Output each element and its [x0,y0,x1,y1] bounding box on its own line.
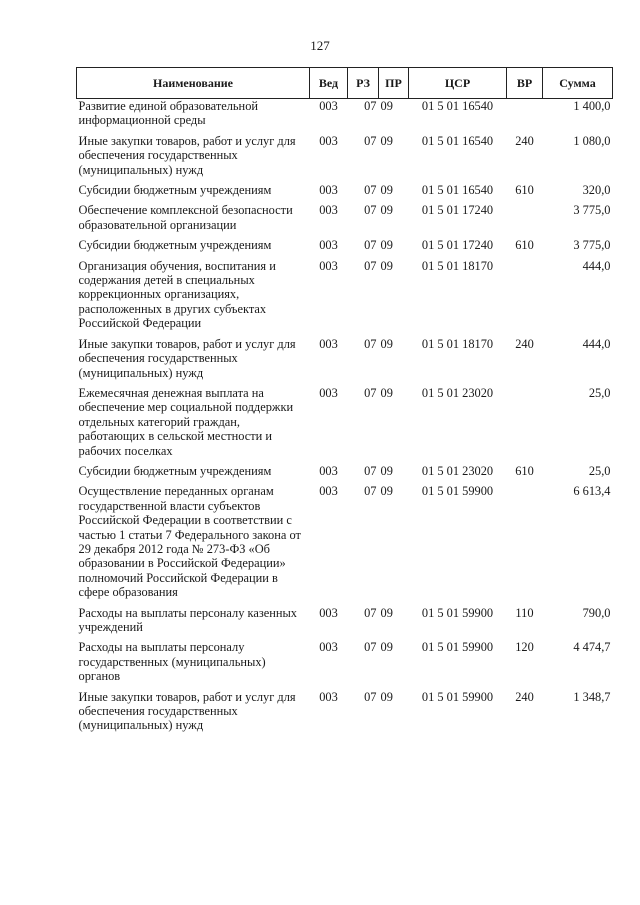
cell-name: Субсидии бюджетным учреждениям [78,238,272,253]
cell-pr: 09 [380,99,393,113]
cell-sum: 3 775,0 [573,203,611,218]
cell-name: Иные закупки товаров, работ и услуг для обеспечения государственных (муниципальных) нужд [78,689,296,733]
header-row [77,68,613,99]
cell-csr: 01 5 01 16540 [421,183,494,198]
table-row [77,606,613,641]
cell-ved: 003 [319,484,338,499]
cell-pr: 09 [380,640,393,655]
cell-vr: 240 [515,689,534,704]
cell-sum: 790,0 [582,605,611,620]
cell-rz: 07 [364,484,377,499]
cell-name: Обеспечение комплексной безопасности образовательной организации [78,203,293,232]
cell-ved: 003 [319,689,338,704]
cell-ved: 003 [319,463,338,478]
cell-rz: 07 [364,203,377,218]
table-body [77,99,613,739]
cell-rz: 07 [364,689,377,704]
header-pr: ПР [379,68,409,99]
cell-csr: 01 5 01 59900 [421,640,494,655]
cell-vr: 120 [515,640,534,655]
cell-vr [507,99,543,134]
cell-ved: 003 [319,336,338,351]
cell-vr [507,484,543,605]
header-rz: РЗ [348,68,379,99]
budget-table [76,67,613,739]
cell-ved: 003 [319,238,338,253]
cell-sum: 1 348,7 [573,689,611,704]
cell-csr: 01 5 01 23020 [421,463,494,478]
cell-csr: 01 5 01 18170 [421,336,494,351]
cell-vr [507,203,543,238]
cell-sum: 4 474,7 [573,640,611,655]
cell-name: Субсидии бюджетным учреждениям [78,183,272,198]
cell-sum: 25,0 [588,385,611,400]
cell-sum: 444,0 [582,258,611,273]
cell-sum: 6 613,4 [573,484,611,499]
cell-csr: 01 5 01 16540 [421,133,494,148]
cell-ved: 003 [319,605,338,620]
cell-vr: 610 [515,463,534,478]
cell-sum: 1 400,0 [573,99,611,113]
cell-csr: 01 5 01 23020 [421,385,494,400]
table-row [77,203,613,238]
cell-pr: 09 [380,258,393,273]
cell-ved: 003 [319,385,338,400]
cell-csr: 01 5 01 17240 [421,203,494,218]
table-row [77,690,613,739]
table-header [77,68,613,99]
cell-name: Иные закупки товаров, работ и услуг для обеспечения государственных (муниципальных) нужд [78,336,296,380]
cell-sum: 3 775,0 [573,238,611,253]
cell-name: Ежемесячная денежная выплата на обеспечение мер социальной поддержки отдельных категорий граждан, работающих в сельской местности и рабочих поселках [78,385,294,458]
cell-name: Расходы на выплаты персоналу государственных (муниципальных) органов [78,640,266,684]
cell-vr: 610 [515,183,534,198]
cell-name: Иные закупки товаров, работ и услуг для обеспечения государственных (муниципальных) нужд [78,133,296,177]
cell-name: Организация обучения, воспитания и содержания детей в специальных коррекционных организациях, расположенных в других субъектах Российской Федерации [78,258,276,331]
cell-csr: 01 5 01 59900 [421,689,494,704]
table-row [77,640,613,689]
cell-name: Субсидии бюджетным учреждениям [78,463,272,478]
cell-pr: 09 [380,484,393,499]
cell-pr: 09 [380,203,393,218]
cell-csr: 01 5 01 17240 [421,238,494,253]
header-name: Наименование [77,68,310,99]
cell-vr [507,259,543,337]
table-row [77,134,613,183]
cell-pr: 09 [380,336,393,351]
cell-pr: 09 [380,133,393,148]
cell-csr: 01 5 01 59900 [421,605,494,620]
cell-name: Развитие единой образовательной информационной среды [78,99,259,128]
cell-pr: 09 [380,463,393,478]
header-vr: ВР [507,68,543,99]
cell-rz: 07 [364,238,377,253]
cell-rz: 07 [364,133,377,148]
cell-pr: 09 [380,183,393,198]
cell-sum: 25,0 [588,463,611,478]
cell-sum: 1 080,0 [573,133,611,148]
table-row [77,259,613,337]
cell-ved: 003 [319,203,338,218]
cell-rz: 07 [364,605,377,620]
cell-rz: 07 [364,258,377,273]
cell-name: Осуществление переданных органам государственной власти субъектов Российской Федерации в соответствии с частью 1 статьи 7 Федерального закона от 29 декабря 2012 года № 273-ФЗ «Об образовании в Российской Федерации» полномочий Российской Федерации в сфере образования [78,484,301,600]
table-row [77,99,613,134]
cell-rz: 07 [364,463,377,478]
header-ved: Вед [310,68,348,99]
cell-ved: 003 [319,258,338,273]
cell-pr: 09 [380,689,393,704]
cell-ved: 003 [319,183,338,198]
cell-sum: 320,0 [582,183,611,198]
header-csr: ЦСР [409,68,507,99]
cell-rz: 07 [364,99,377,113]
cell-vr [507,386,543,464]
cell-name: Расходы на выплаты персоналу казенных учреждений [78,605,297,634]
cell-csr: 01 5 01 59900 [421,484,494,499]
cell-ved: 003 [319,133,338,148]
cell-vr: 610 [515,238,534,253]
cell-ved: 003 [319,640,338,655]
cell-sum: 444,0 [582,336,611,351]
table-row [77,484,613,605]
cell-csr: 01 5 01 16540 [421,99,494,113]
table-row [77,183,613,203]
table-row [77,464,613,484]
page-number: 127 [310,38,330,53]
cell-pr: 09 [380,238,393,253]
cell-ved: 003 [319,99,338,113]
cell-pr: 09 [380,605,393,620]
cell-pr: 09 [380,385,393,400]
table-row [77,386,613,464]
cell-rz: 07 [364,385,377,400]
cell-vr: 240 [515,133,534,148]
cell-vr: 110 [515,605,534,620]
header-sum: Сумма [543,68,613,99]
cell-rz: 07 [364,336,377,351]
cell-csr: 01 5 01 18170 [421,258,494,273]
table-row [77,238,613,258]
table-row [77,337,613,386]
cell-vr: 240 [515,336,534,351]
cell-rz: 07 [364,183,377,198]
cell-rz: 07 [364,640,377,655]
